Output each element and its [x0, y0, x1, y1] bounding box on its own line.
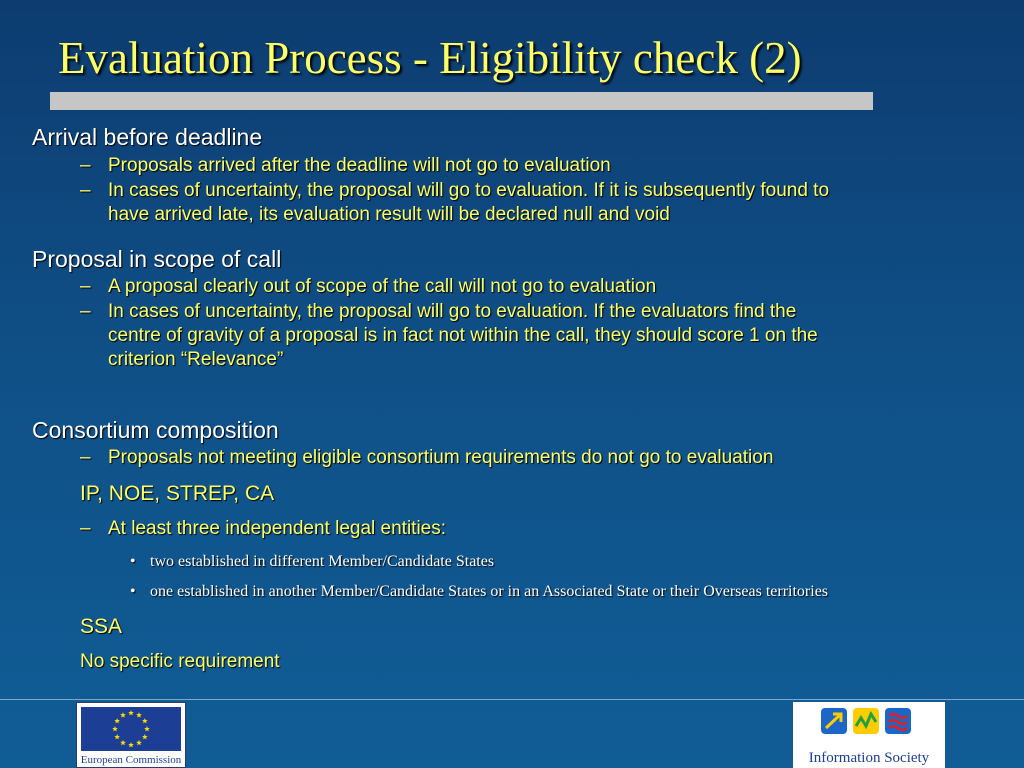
bullet-marker: •: [130, 553, 136, 570]
bullet-marker: •: [130, 583, 136, 600]
sub-bullet-text: two established in different Member/Candidate States: [150, 553, 495, 570]
ssa-requirement-note: No specific requirement: [80, 651, 280, 672]
eu-flag-icon: [77, 703, 185, 753]
dash-item: [80, 154, 1000, 178]
information-society-logo: [793, 702, 945, 768]
european-commission-logo: [76, 702, 186, 768]
sub-bullet-item: [130, 552, 1020, 572]
dash-item-continuation: have arrived late, its evaluation result will be declared null and void: [108, 204, 670, 225]
section-heading-scope: Proposal in scope of call: [32, 246, 282, 272]
dash-marker: –: [80, 155, 91, 176]
sub-bullet-text: one established in another Member/Candidate States or in an Associated State or their Overseas territories: [150, 583, 829, 600]
dash-item-text: A proposal clearly out of scope of the call will not go to evaluation: [108, 276, 657, 297]
dash-marker: –: [80, 276, 91, 297]
instrument-label-ssa: SSA: [80, 615, 123, 638]
european-commission-label: European Commission: [80, 754, 182, 766]
sub-bullet-item: [130, 582, 1020, 602]
section-heading-consortium: Consortium composition: [32, 417, 279, 443]
dash-marker: –: [80, 518, 91, 539]
dash-item: [80, 517, 1000, 541]
instrument-list: IP, NOE, STREP, CA: [80, 482, 275, 505]
dash-item-continuation: centre of gravity of a proposal is in fact not within the call, they should score 1 on the: [108, 325, 818, 346]
dash-item: [80, 179, 1000, 203]
dash-marker: –: [80, 180, 91, 201]
dash-marker: –: [80, 447, 91, 468]
dash-item: [80, 275, 1000, 299]
dash-item: [80, 446, 1000, 470]
information-society-label: Information Society: [808, 750, 930, 766]
dash-marker: –: [80, 301, 91, 322]
dash-item-text: Proposals arrived after the deadline will not go to evaluation: [108, 155, 611, 176]
dash-item-text: Proposals not meeting eligible consortium requirements do not go to evaluation: [108, 447, 774, 468]
dash-item-text: In cases of uncertainty, the proposal will go to evaluation. If the evaluators find the: [108, 301, 797, 322]
dash-item-text: At least three independent legal entities:: [108, 518, 447, 539]
dash-item: [80, 300, 1000, 324]
footer-divider: [0, 699, 1024, 700]
slide-title: Evaluation Process - Eligibility check (2): [58, 33, 802, 83]
dash-item-text: In cases of uncertainty, the proposal will go to evaluation. If it is subsequently found to: [108, 180, 830, 201]
section-heading-arrival: Arrival before deadline: [32, 124, 263, 150]
information-society-icon: [793, 702, 945, 750]
dash-item-continuation: criterion “Relevance”: [108, 349, 284, 370]
